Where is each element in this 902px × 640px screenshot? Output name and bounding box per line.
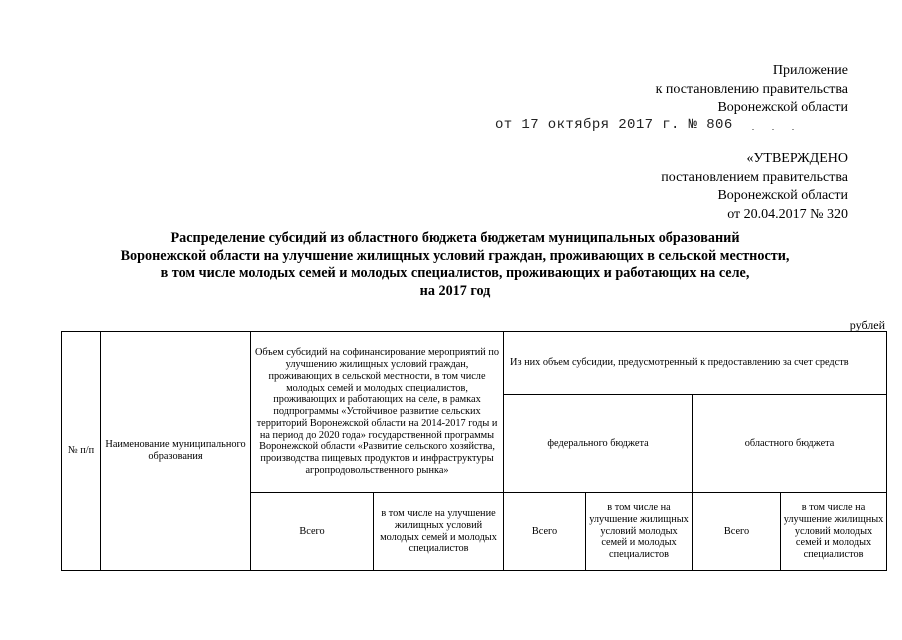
currency-unit: рублей: [849, 318, 885, 332]
header-subsidy-volume: Объем субсидий на софинансирование мероприятий по улучшению жилищных условий граждан, проживающих в сельской местности, в том числе молодых семей и молодых специалистов, проживающих и работающих на селе, в рамках подпрограммы «Устойчивое развитие сельских территорий Воронежской области на 2014-2017 годы и на период до 2020 года» государственной программы Воронежской области «Развитие сельского хозяйства, производства пищевых продуктов и инфраструктуры агропродовольственного рынка»: [251, 332, 504, 493]
approved-block: [560, 150, 848, 224]
scan-speck: [752, 129, 754, 130]
subheader-youth: в том числе на улучшение жилищных условий молодых семей и молодых специалистов: [781, 493, 887, 571]
header-federal-budget: федерального бюджета: [504, 395, 693, 493]
title-line: на 2017 год: [419, 282, 491, 299]
subheader-total: Всего: [693, 493, 781, 571]
document-title: [40, 230, 870, 300]
title-line: в том числе молодых семей и молодых специалистов, проживающих и работающих на селе,: [160, 265, 750, 281]
subheader-total: Всего: [251, 493, 374, 571]
subsidy-table: [61, 331, 887, 571]
appendix-line: Приложение: [772, 63, 848, 78]
header-number: № п/п: [62, 332, 101, 571]
subheader-youth: в том числе на улучшение жилищных условий молодых семей и молодых специалистов: [586, 493, 693, 571]
header-municipality: Наименование муниципального образования: [101, 332, 251, 571]
header-regional-budget: областного бюджета: [693, 395, 887, 493]
approved-line: Воронежской области: [717, 188, 848, 203]
scan-speck: [772, 129, 774, 130]
appendix-block: [580, 62, 848, 118]
title-line: Распределение субсидий из областного бюджета бюджетам муниципальных образований: [170, 230, 740, 246]
header-funding-sources: Из них объем субсидии, предусмотренный к предоставлению за счет средств: [504, 332, 887, 395]
subheader-total: Всего: [504, 493, 586, 571]
subheader-youth: в том числе на улучшение жилищных условий молодых семей и молодых специалистов: [374, 493, 504, 571]
resolution-date-stamp: от 17 октября 2017 г. № 806: [495, 117, 733, 133]
appendix-line: Воронежской области: [717, 100, 848, 115]
appendix-line: к постановлению правительства: [655, 81, 848, 97]
scan-speck: [792, 129, 794, 130]
approved-line: «УТВЕРЖДЕНО: [746, 151, 848, 166]
approved-line: постановлением правительства: [661, 169, 848, 185]
title-line: Воронежской области на улучшение жилищных условий граждан, проживающих в сельской местности,: [120, 247, 790, 264]
approved-line: от 20.04.2017 № 320: [727, 206, 848, 222]
